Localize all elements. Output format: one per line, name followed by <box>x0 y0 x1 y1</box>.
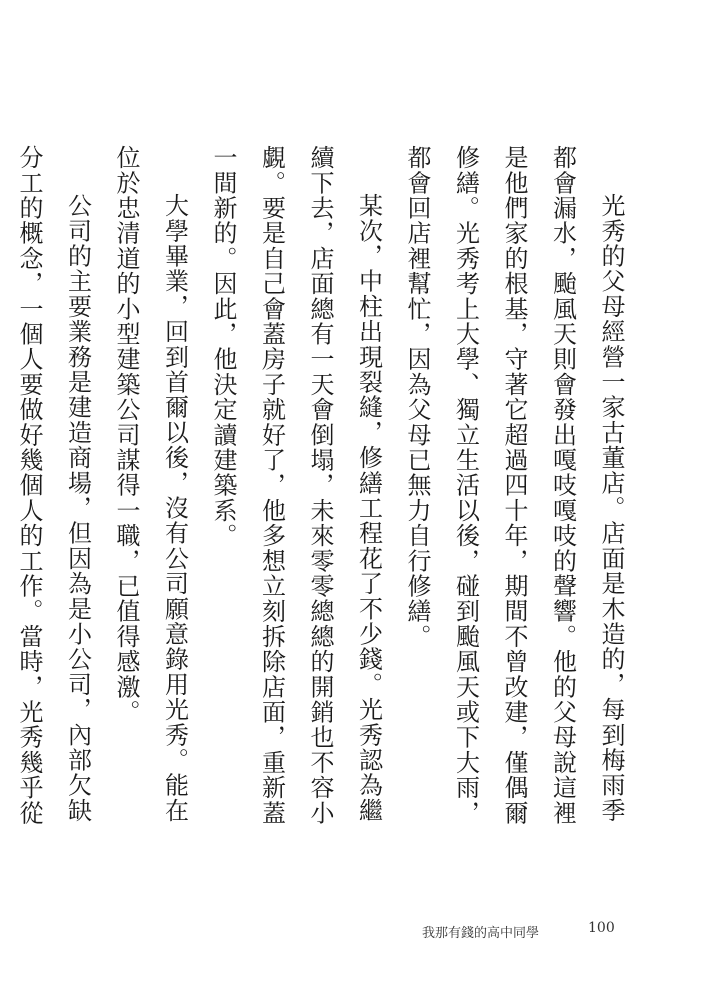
paragraph-1: 光秀的父母經營一家古董店。店面是木造的，每到梅雨季都會漏水，颱風天則會發出嘎吱嘎吱的聲響。他的父母說這裡是他們家的根基，守著它超過四十年，期間不曾改建，僅偶爾修繕。光秀考上大學、獨立生活以後，碰到颱風天或下大雨，都會回店裡幫忙，因為父母已無力自行修繕。 <box>403 145 625 826</box>
page-number: 100 <box>588 920 615 936</box>
paragraph-4: 公司的主要業務是建造商場，但因為是小公司，內部欠缺分工的概念，一個人要做好幾個人的工作。當時，光秀幾乎從 <box>15 145 92 826</box>
paragraph-2: 某次，中柱出現裂縫，修繕工程花了不少錢。光秀認為繼續下去，店面總有一天會倒塌，未來零零總總的開銷也不容小覷。要是自己會蓋房子就好了，他多想立刻拆除店面，重新蓋一間新的。因此，他決定讀建築系。 <box>209 145 383 826</box>
body-text <box>15 145 635 835</box>
paragraph-3: 大學畢業，回到首爾以後，沒有公司願意錄用光秀。能在位於忠清道的小型建築公司謀得一職，已值得感激。 <box>112 145 189 823</box>
running-footer-title: 我那有錢的高中同學 <box>422 926 540 941</box>
